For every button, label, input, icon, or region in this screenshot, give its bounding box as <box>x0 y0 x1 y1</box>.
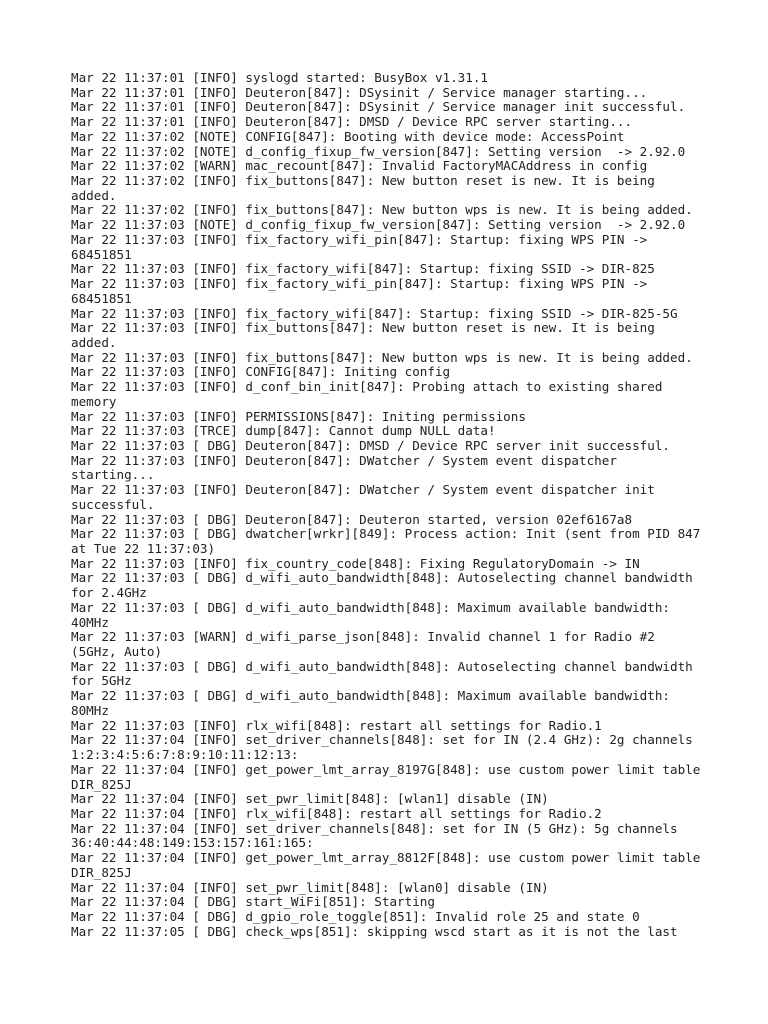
log-line: Mar 22 11:37:03 [INFO] rlx_wifi[848]: restart all settings for Radio.1 <box>71 717 602 733</box>
log-line: Mar 22 11:37:03 [INFO] fix_buttons[847]: New button reset is new. It is being <box>71 320 655 336</box>
log-line: Mar 22 11:37:04 [ DBG] d_gpio_role_toggle[851]: Invalid role 25 and state 0 <box>71 908 640 924</box>
log-line: Mar 22 11:37:03 [ DBG] d_wifi_auto_bandwidth[848]: Autoselecting channel bandwidth <box>71 658 693 674</box>
log-line: Mar 22 11:37:01 [INFO] syslogd started: BusyBox v1.31.1 <box>71 70 489 85</box>
syslog-text <box>71 71 711 939</box>
log-line: Mar 22 11:37:02 [NOTE] CONFIG[847]: Booting with device mode: AccessPoint <box>71 128 625 144</box>
log-line: at Tue 22 11:37:03) <box>71 541 216 556</box>
log-line: Mar 22 11:37:02 [NOTE] d_config_fixup_fw_version[847]: Setting version -> 2.92.0 <box>71 143 686 159</box>
log-line: added. <box>71 334 117 350</box>
log-line: Mar 22 11:37:05 [ DBG] check_wps[851]: skipping wscd start as it is not the last <box>71 923 678 939</box>
log-line: Mar 22 11:37:03 [ DBG] Deuteron[847]: DMSD / Device RPC server init successful. <box>71 437 670 453</box>
log-line: Mar 22 11:37:03 [ DBG] Deuteron[847]: Deuteron started, version 02ef6167a8 <box>71 511 633 527</box>
log-line: Mar 22 11:37:03 [WARN] d_wifi_parse_json[848]: Invalid channel 1 for Radio #2 <box>71 629 655 645</box>
log-line: Mar 22 11:37:03 [INFO] PERMISSIONS[847]: Initing permissions <box>71 408 526 424</box>
log-line: (5GHz, Auto) <box>71 644 162 660</box>
log-line: for 5GHz <box>71 673 132 689</box>
log-line: Mar 22 11:37:03 [INFO] fix_factory_wifi_pin[847]: Startup: fixing WPS PIN -> <box>71 231 648 247</box>
log-line: Mar 22 11:37:01 [INFO] Deuteron[847]: DSysinit / Service manager init successful. <box>71 99 686 115</box>
log-line: memory <box>71 393 117 409</box>
log-line: Mar 22 11:37:04 [INFO] set_pwr_limit[848]: [wlan0] disable (IN) <box>71 879 549 895</box>
log-line: Mar 22 11:37:04 [INFO] rlx_wifi[848]: restart all settings for Radio.2 <box>71 805 602 821</box>
log-line: 36:40:44:48:149:153:157:161:165: <box>71 835 314 851</box>
log-line: Mar 22 11:37:03 [ DBG] d_wifi_auto_bandwidth[848]: Maximum available bandwidth: <box>71 599 670 615</box>
log-line: Mar 22 11:37:04 [INFO] get_power_lmt_array_8197G[848]: use custom power limit table <box>71 761 701 777</box>
log-line: 68451851 <box>71 290 132 306</box>
log-line: 80MHz <box>71 702 109 718</box>
log-line: Mar 22 11:37:02 [INFO] fix_buttons[847]: New button reset is new. It is being <box>71 173 655 189</box>
log-line: Mar 22 11:37:04 [INFO] set_pwr_limit[848]: [wlan1] disable (IN) <box>71 791 549 807</box>
log-line: added. <box>71 187 117 203</box>
log-line: DIR_825J <box>71 776 132 792</box>
log-line: Mar 22 11:37:01 [INFO] Deuteron[847]: DMSD / Device RPC server starting... <box>71 114 633 130</box>
log-line: Mar 22 11:37:03 [TRCE] dump[847]: Cannot dump NULL data! <box>71 423 496 439</box>
log-line: for 2.4GHz <box>71 585 147 601</box>
log-line: Mar 22 11:37:03 [ DBG] d_wifi_auto_bandwidth[848]: Maximum available bandwidth: <box>71 688 670 704</box>
log-line: Mar 22 11:37:03 [INFO] CONFIG[847]: Initing config <box>71 364 451 380</box>
log-line: Mar 22 11:37:04 [INFO] set_driver_channels[848]: set for IN (5 GHz): 5g channels <box>71 820 678 836</box>
log-line: 68451851 <box>71 246 132 262</box>
log-line: Mar 22 11:37:03 [INFO] fix_country_code[848]: Fixing RegulatoryDomain -> IN <box>71 555 640 571</box>
log-line: Mar 22 11:37:03 [ DBG] dwatcher[wrkr][849]: Process action: Init (sent from PID 847 <box>71 526 701 542</box>
log-line: Mar 22 11:37:04 [INFO] get_power_lmt_array_8812F[848]: use custom power limit table <box>71 850 701 866</box>
log-line: Mar 22 11:37:02 [WARN] mac_recount[847]: Invalid FactoryMACAddress in config <box>71 158 648 174</box>
log-line: Mar 22 11:37:03 [INFO] d_conf_bin_init[847]: Probing attach to existing shared <box>71 379 663 395</box>
log-line: Mar 22 11:37:03 [NOTE] d_config_fixup_fw_version[847]: Setting version -> 2.92.0 <box>71 217 686 233</box>
log-line: Mar 22 11:37:03 [INFO] Deuteron[847]: DWatcher / System event dispatcher init <box>71 482 655 498</box>
log-line: Mar 22 11:37:04 [INFO] set_driver_channels[848]: set for IN (2.4 GHz): 2g channels <box>71 732 693 748</box>
log-line: DIR_825J <box>71 864 132 880</box>
log-line: Mar 22 11:37:03 [ DBG] d_wifi_auto_bandwidth[848]: Autoselecting channel bandwidth <box>71 570 693 586</box>
log-line: Mar 22 11:37:04 [ DBG] start_WiFi[851]: Starting <box>71 894 435 910</box>
log-line: Mar 22 11:37:03 [INFO] fix_buttons[847]: New button wps is new. It is being added. <box>71 349 693 365</box>
log-line: Mar 22 11:37:03 [INFO] fix_factory_wifi[847]: Startup: fixing SSID -> DIR-825 <box>71 261 655 277</box>
log-line: Mar 22 11:37:01 [INFO] Deuteron[847]: DSysinit / Service manager starting... <box>71 84 648 100</box>
log-line: Mar 22 11:37:03 [INFO] Deuteron[847]: DWatcher / System event dispatcher <box>71 452 617 468</box>
log-line: successful. <box>71 496 155 512</box>
log-line: 40MHz <box>71 614 109 630</box>
log-line: Mar 22 11:37:03 [INFO] fix_factory_wifi[847]: Startup: fixing SSID -> DIR-825-5G <box>71 305 678 321</box>
log-line: 1:2:3:4:5:6:7:8:9:10:11:12:13: <box>71 747 299 763</box>
log-line: starting... <box>71 467 155 483</box>
log-line: Mar 22 11:37:03 [INFO] fix_factory_wifi_pin[847]: Startup: fixing WPS PIN -> <box>71 276 648 292</box>
log-line: Mar 22 11:37:02 [INFO] fix_buttons[847]: New button wps is new. It is being added. <box>71 202 693 218</box>
